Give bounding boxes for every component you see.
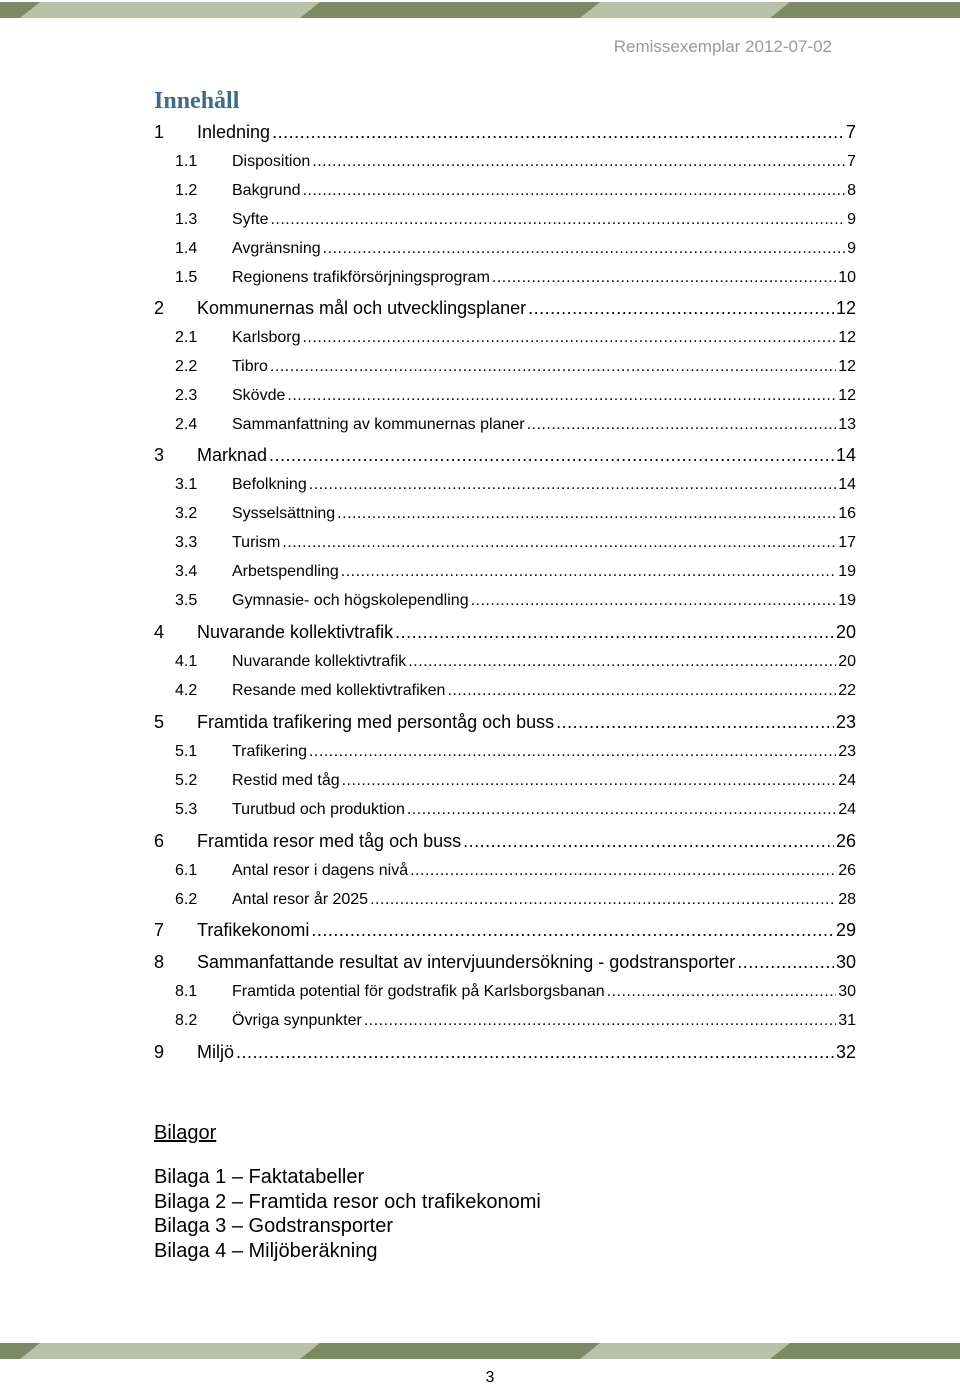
toc-entry-title: Antal resor år 2025 bbox=[232, 891, 369, 908]
toc-entry-page: 9 bbox=[847, 211, 856, 228]
toc-entry-page: 8 bbox=[847, 182, 856, 199]
toc-entry-number: 4.1 bbox=[175, 653, 198, 670]
remiss-label: Remissexemplar 2012-07-02 bbox=[613, 37, 832, 56]
toc-entry-number: 3.5 bbox=[175, 592, 198, 609]
toc-entry-number: 5 bbox=[154, 712, 165, 732]
toc-entry-number: 1.4 bbox=[175, 240, 198, 257]
toc-dot-leader bbox=[311, 918, 834, 942]
toc-dot-leader bbox=[309, 740, 836, 764]
toc-entry-page: 20 bbox=[835, 622, 856, 642]
toc-dot-leader bbox=[341, 560, 836, 584]
toc-entry-page: 12 bbox=[838, 329, 856, 346]
toc-entry-page: 23 bbox=[835, 712, 856, 732]
toc-entry-title: Turism bbox=[232, 534, 281, 551]
toc-entry-title: Inledning bbox=[197, 122, 271, 142]
toc-entry-page: 22 bbox=[838, 682, 856, 699]
toc-dot-leader bbox=[395, 620, 834, 644]
toc-entry-page: 13 bbox=[838, 416, 856, 433]
bilagor-section bbox=[154, 1122, 541, 1263]
toc-entry[interactable] bbox=[154, 355, 856, 379]
toc-entry[interactable] bbox=[154, 950, 856, 974]
toc-entry-title: Skövde bbox=[232, 387, 286, 404]
toc-entry-title: Restid med tåg bbox=[232, 772, 340, 789]
toc-entry-number: 6.2 bbox=[175, 891, 198, 908]
toc-title: Innehåll bbox=[154, 88, 240, 114]
bilaga-item: Bilaga 2 – Framtida resor och trafikekonomi bbox=[154, 1190, 541, 1213]
toc-entry-number: 1.2 bbox=[175, 182, 198, 199]
toc-entry-page: 19 bbox=[838, 592, 856, 609]
toc-dot-leader bbox=[236, 1040, 834, 1064]
toc-entry[interactable] bbox=[154, 560, 856, 584]
toc-entry[interactable] bbox=[154, 1009, 856, 1033]
toc-entry[interactable] bbox=[154, 266, 856, 290]
footer-stripe bbox=[0, 1343, 960, 1359]
toc-entry-number: 5.2 bbox=[175, 772, 198, 789]
toc-entry-title: Marknad bbox=[197, 445, 268, 465]
toc-entry-page: 24 bbox=[838, 772, 856, 789]
toc-entry-title: Karlsborg bbox=[232, 329, 301, 346]
toc-entry-number: 4.2 bbox=[175, 682, 198, 699]
toc-entry-number: 9 bbox=[154, 1042, 165, 1062]
toc-entry[interactable] bbox=[154, 473, 856, 497]
toc-dot-leader bbox=[408, 650, 836, 674]
toc-entry-page: 20 bbox=[838, 653, 856, 670]
toc-dot-leader bbox=[471, 589, 837, 613]
toc-entry-page: 24 bbox=[838, 801, 856, 818]
toc-entry-page: 12 bbox=[838, 358, 856, 375]
page-number: 3 bbox=[485, 1369, 495, 1386]
toc-entry-title: Syfte bbox=[232, 211, 269, 228]
toc-entry-page: 32 bbox=[835, 1042, 856, 1062]
toc-entry[interactable] bbox=[154, 150, 856, 174]
toc-entry-page: 26 bbox=[835, 831, 856, 851]
toc-dot-leader bbox=[312, 150, 845, 174]
toc-entry[interactable] bbox=[154, 296, 856, 320]
toc-entry-number: 2 bbox=[154, 298, 165, 318]
toc-entry[interactable] bbox=[154, 740, 856, 764]
toc-entry-title: Nuvarande kollektivtrafik bbox=[197, 622, 394, 642]
toc-entry-number: 3.3 bbox=[175, 534, 198, 551]
toc-entry-title: Framtida potential för godstrafik på Karlsborgsbanan bbox=[232, 983, 605, 1000]
toc-entry-title: Turutbud och produktion bbox=[232, 801, 405, 818]
toc-entry[interactable] bbox=[154, 829, 856, 853]
toc-dot-leader bbox=[407, 798, 836, 822]
toc-entry[interactable] bbox=[154, 443, 856, 467]
toc-entry-title: Kommunernas mål och utvecklingsplaner bbox=[197, 298, 527, 318]
toc-entry-number: 5.1 bbox=[175, 743, 198, 760]
toc-entry-title: Nuvarande kollektivtrafik bbox=[232, 653, 407, 670]
toc-entry-number: 3.1 bbox=[175, 476, 198, 493]
toc-dot-leader bbox=[527, 413, 837, 437]
toc-entry-title: Avgränsning bbox=[232, 240, 321, 257]
toc-entry-page: 10 bbox=[838, 269, 856, 286]
toc-dot-leader bbox=[269, 443, 834, 467]
toc-entry-page: 9 bbox=[847, 240, 856, 257]
toc-dot-leader bbox=[364, 1009, 836, 1033]
toc-entry-number: 2.4 bbox=[175, 416, 198, 433]
toc-entry-title: Arbetspendling bbox=[232, 563, 339, 580]
toc-entry-page: 29 bbox=[835, 920, 856, 940]
toc-entry[interactable] bbox=[154, 859, 856, 883]
toc-entry-number: 6.1 bbox=[175, 862, 198, 879]
toc-entry-number: 1.1 bbox=[175, 153, 198, 170]
toc-entry-page: 7 bbox=[847, 153, 856, 170]
bilagor-heading: Bilagor bbox=[154, 1122, 217, 1144]
toc-entry-title: Disposition bbox=[232, 153, 311, 170]
toc-dot-leader bbox=[272, 120, 844, 144]
bilaga-item: Bilaga 1 – Faktatabeller bbox=[154, 1166, 365, 1188]
toc-dot-leader bbox=[607, 980, 837, 1004]
toc-entry-page: 23 bbox=[838, 743, 856, 760]
toc-dot-leader bbox=[282, 531, 836, 555]
toc-entry-number: 7 bbox=[154, 920, 165, 940]
toc-dot-leader bbox=[737, 950, 834, 974]
toc-entry-number: 1 bbox=[154, 122, 165, 142]
toc-entry-title: Regionens trafikförsörjningsprogram bbox=[232, 269, 490, 286]
toc-entry[interactable] bbox=[154, 888, 856, 912]
toc-entry-page: 30 bbox=[838, 983, 856, 1000]
toc-dot-leader bbox=[303, 179, 846, 203]
toc-entry-page: 12 bbox=[838, 387, 856, 404]
toc-entry-page: 26 bbox=[838, 862, 856, 879]
toc-entry-number: 6 bbox=[154, 831, 165, 851]
toc-entry-number: 8.1 bbox=[175, 983, 198, 1000]
toc-dot-leader bbox=[447, 679, 836, 703]
toc-entry[interactable] bbox=[154, 237, 856, 261]
toc-entry[interactable] bbox=[154, 413, 856, 437]
toc-dot-leader bbox=[528, 296, 834, 320]
toc-entry-title: Sammanfattning av kommunernas planer bbox=[232, 416, 525, 433]
toc-entry-number: 3.4 bbox=[175, 563, 198, 580]
toc-dot-leader bbox=[410, 859, 836, 883]
toc-entry-title: Tibro bbox=[232, 358, 268, 375]
toc-entry[interactable] bbox=[154, 650, 856, 674]
toc-entry-number: 2.1 bbox=[175, 329, 198, 346]
bilaga-item: Bilaga 3 – Godstransporter bbox=[154, 1215, 394, 1237]
bilaga-item: Bilaga 4 – Miljöberäkning bbox=[154, 1239, 378, 1262]
toc-entry[interactable] bbox=[154, 589, 856, 613]
toc-entry[interactable] bbox=[154, 179, 856, 203]
toc-dot-leader bbox=[302, 326, 836, 350]
toc-entry-number: 4 bbox=[154, 622, 165, 642]
toc-dot-leader bbox=[370, 888, 836, 912]
toc-entry-title: Bakgrund bbox=[232, 182, 301, 199]
toc-entry-page: 28 bbox=[838, 891, 856, 908]
toc-entry-page: 17 bbox=[838, 534, 856, 551]
toc-entry-title: Befolkning bbox=[232, 476, 307, 493]
toc-dot-leader bbox=[270, 208, 845, 232]
toc-entry-title: Miljö bbox=[197, 1042, 235, 1062]
toc-entry[interactable] bbox=[154, 1040, 856, 1064]
toc-dot-leader bbox=[287, 384, 836, 408]
toc-entry[interactable] bbox=[154, 326, 856, 350]
toc-entry-page: 16 bbox=[838, 505, 856, 522]
toc-entry-title: Gymnasie- och högskolependling bbox=[232, 592, 469, 609]
toc-entry-number: 3 bbox=[154, 445, 165, 465]
toc-entry-page: 19 bbox=[838, 563, 856, 580]
toc-entry-number: 1.3 bbox=[175, 211, 198, 228]
toc-entry-number: 1.5 bbox=[175, 269, 198, 286]
toc-entry[interactable] bbox=[154, 531, 856, 555]
toc-entry-title: Trafikekonomi bbox=[197, 920, 310, 940]
toc-entry[interactable] bbox=[154, 710, 856, 734]
toc-entry-page: 14 bbox=[835, 445, 856, 465]
toc-entry[interactable] bbox=[154, 120, 856, 144]
toc-entry-page: 31 bbox=[838, 1012, 856, 1029]
toc-entry-page: 14 bbox=[838, 476, 856, 493]
toc-entry-number: 2.2 bbox=[175, 358, 198, 375]
toc-entry-title: Sammanfattande resultat av intervjuundersökning - godstransporter bbox=[197, 952, 736, 972]
toc-entry-title: Sysselsättning bbox=[232, 505, 336, 522]
toc-entry[interactable] bbox=[154, 798, 856, 822]
toc-dot-leader bbox=[323, 237, 845, 261]
toc-entry-title: Trafikering bbox=[232, 743, 307, 760]
toc-entry-number: 2.3 bbox=[175, 387, 198, 404]
toc-entry[interactable] bbox=[154, 769, 856, 793]
toc-entry-title: Övriga synpunkter bbox=[232, 1012, 362, 1029]
toc-dot-leader bbox=[337, 502, 836, 526]
toc-dot-leader bbox=[309, 473, 836, 497]
toc-entry[interactable] bbox=[154, 502, 856, 526]
toc-dot-leader bbox=[492, 266, 836, 290]
toc-entry-title: Framtida trafikering med persontåg och buss bbox=[197, 712, 555, 732]
toc-entry-number: 3.2 bbox=[175, 505, 198, 522]
toc-entry[interactable] bbox=[154, 384, 856, 408]
toc-entry-number: 8 bbox=[154, 952, 165, 972]
toc-dot-leader bbox=[463, 829, 834, 853]
toc-entry-page: 12 bbox=[835, 298, 856, 318]
toc-entry-page: 7 bbox=[845, 122, 856, 142]
toc-entry[interactable] bbox=[154, 918, 856, 942]
toc-entry-number: 8.2 bbox=[175, 1012, 198, 1029]
toc-dot-leader bbox=[270, 355, 836, 379]
toc-entry-title: Antal resor i dagens nivå bbox=[232, 862, 409, 879]
toc-entry-title: Resande med kollektivtrafiken bbox=[232, 682, 446, 699]
header-stripe bbox=[0, 2, 960, 18]
toc-entry[interactable] bbox=[154, 980, 856, 1004]
toc-entry[interactable] bbox=[154, 620, 856, 644]
toc-entry-page: 30 bbox=[835, 952, 856, 972]
toc-entry-number: 5.3 bbox=[175, 801, 198, 818]
toc-entry[interactable] bbox=[154, 208, 856, 232]
toc-entry[interactable] bbox=[154, 679, 856, 703]
toc-entry-title: Framtida resor med tåg och buss bbox=[197, 831, 462, 851]
toc-dot-leader bbox=[342, 769, 837, 793]
toc-dot-leader bbox=[556, 710, 834, 734]
